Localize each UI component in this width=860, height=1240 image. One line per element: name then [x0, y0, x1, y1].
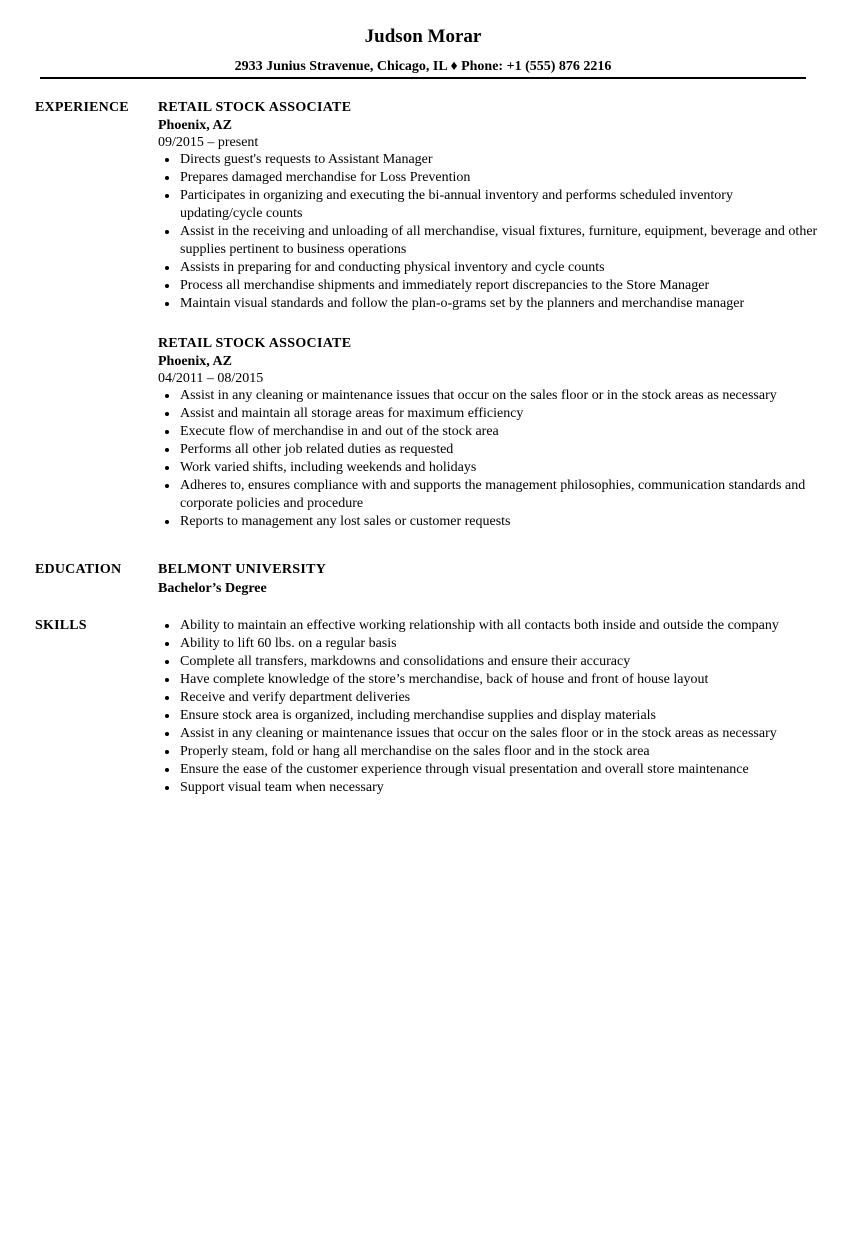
- list-item: Prepares damaged merchandise for Loss Prevention: [158, 169, 818, 187]
- list-item: Ability to lift 60 lbs. on a regular basis: [158, 635, 818, 653]
- list-item: Ensure the ease of the customer experience through visual presentation and overall store maintenance: [158, 761, 818, 779]
- job-entry-2: [158, 335, 818, 531]
- education-heading: EDUCATION: [35, 562, 122, 577]
- list-item: Maintain visual standards and follow the plan-o-grams set by the planners and merchandise manager: [158, 295, 818, 313]
- experience-body: [158, 99, 818, 553]
- list-item: Assist in any cleaning or maintenance issues that occur on the sales floor or in the stock areas as necessary: [158, 725, 818, 743]
- job-dates: 09/2015 – present: [158, 135, 259, 150]
- list-item: Performs all other job related duties as requested: [158, 441, 818, 459]
- list-item: Assist in the receiving and unloading of all merchandise, visual fixtures, furniture, equipment, beverage and other supplies pertinent to business operations: [158, 223, 818, 259]
- list-item: Reports to management any lost sales or customer requests: [158, 513, 818, 531]
- job-title: RETAIL STOCK ASSOCIATE: [158, 336, 352, 351]
- skills-body: [158, 617, 818, 797]
- list-item: Assist and maintain all storage areas for maximum efficiency: [158, 405, 818, 423]
- list-item: Execute flow of merchandise in and out of the stock area: [158, 423, 818, 441]
- experience-heading: EXPERIENCE: [35, 100, 129, 115]
- list-item: Properly steam, fold or hang all merchandise on the sales floor and in the stock area: [158, 743, 818, 761]
- list-item: Process all merchandise shipments and immediately report discrepancies to the Store Manager: [158, 277, 818, 295]
- skills-list: [158, 617, 818, 797]
- job-location: Phoenix, AZ: [158, 118, 232, 133]
- list-item: Complete all transfers, markdowns and consolidations and ensure their accuracy: [158, 653, 818, 671]
- job-dates: 04/2011 – 08/2015: [158, 371, 264, 386]
- list-item: Assist in any cleaning or maintenance issues that occur on the sales floor or in the stock areas as necessary: [158, 387, 818, 405]
- candidate-name: Judson Morar: [364, 26, 482, 47]
- job-entry-1: [158, 99, 818, 313]
- header-divider: [40, 77, 806, 79]
- list-item: Participates in organizing and executing the bi-annual inventory and performs scheduled inventory updating/cycle counts: [158, 187, 818, 223]
- list-item: Adheres to, ensures compliance with and supports the management philosophies, communication standards and corporate policies and procedure: [158, 477, 818, 513]
- job-duties-list: [158, 387, 818, 531]
- list-item: Ability to maintain an effective working relationship with all contacts both inside and outside the company: [158, 617, 818, 635]
- list-item: Work varied shifts, including weekends and holidays: [158, 459, 818, 477]
- job-duties-list: [158, 151, 818, 313]
- list-item: Support visual team when necessary: [158, 779, 818, 797]
- job-location: Phoenix, AZ: [158, 354, 232, 369]
- contact-line: 2933 Junius Stravenue, Chicago, IL ♦ Phone: +1 (555) 876 2216: [234, 59, 612, 74]
- school-name: BELMONT UNIVERSITY: [158, 562, 327, 577]
- degree-name: Bachelor’s Degree: [158, 581, 267, 596]
- job-title: RETAIL STOCK ASSOCIATE: [158, 100, 352, 115]
- list-item: Have complete knowledge of the store’s merchandise, back of house and front of house layout: [158, 671, 818, 689]
- skills-heading: SKILLS: [35, 618, 87, 633]
- education-body: [158, 561, 818, 599]
- list-item: Receive and verify department deliveries: [158, 689, 818, 707]
- list-item: Ensure stock area is organized, including merchandise supplies and display materials: [158, 707, 818, 725]
- list-item: Directs guest's requests to Assistant Manager: [158, 151, 818, 169]
- list-item: Assists in preparing for and conducting physical inventory and cycle counts: [158, 259, 818, 277]
